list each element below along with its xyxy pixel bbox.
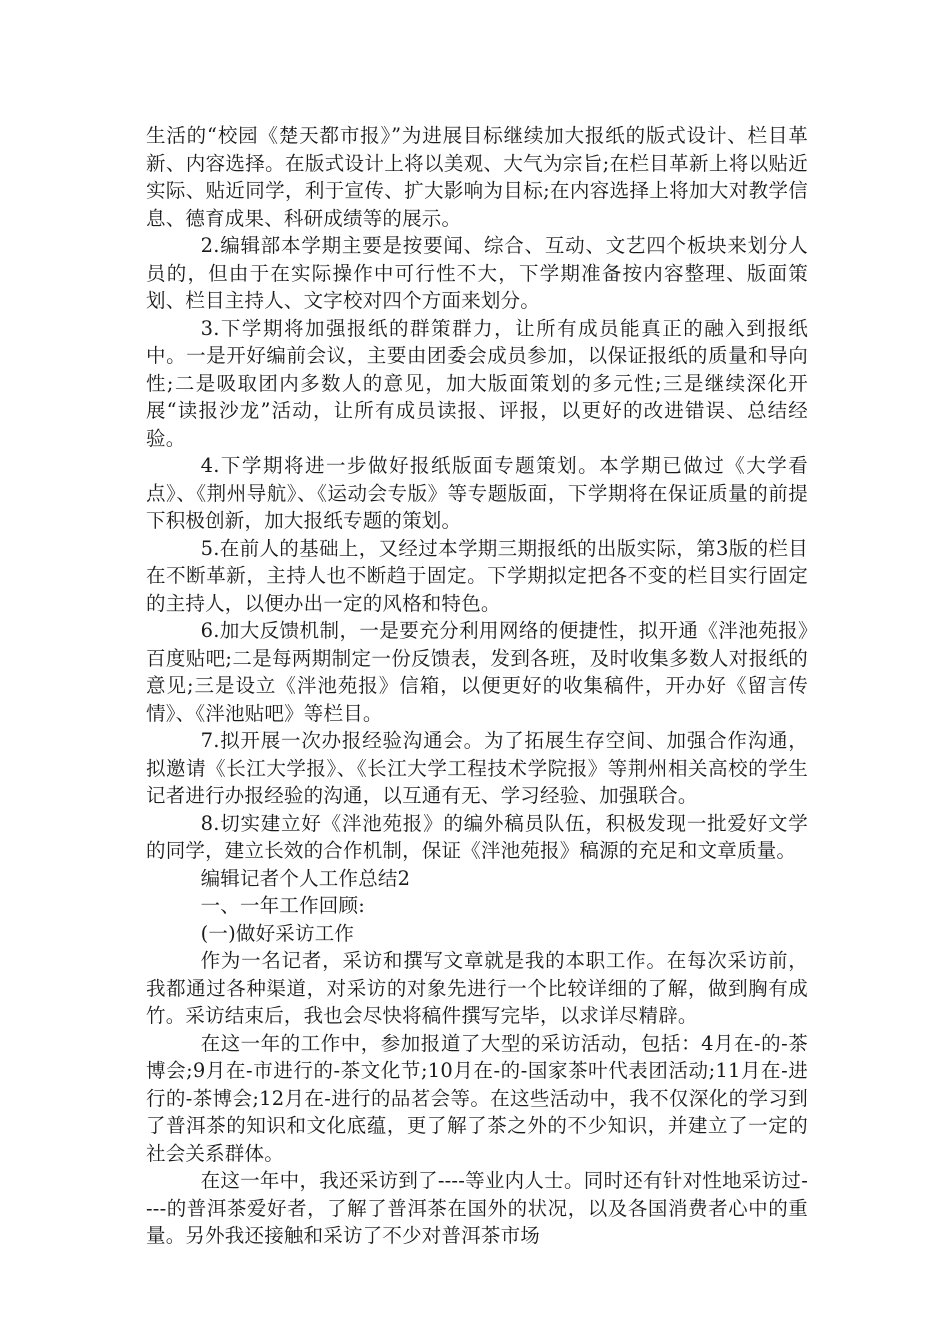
paragraph-item-4: 4.下学期将进一步做好报纸版面专题策划。本学期已做过《大学看点》、《荆州导航》、《运动会专版》等专题版面，下学期将在保证质量的前提下积极创新，加大报纸专题的策划。 [146,454,808,532]
paragraph-item-8: 8.切实建立好《泮池苑报》的编外稿员队伍，积极发现一批爱好文学的同学，建立长效的合作机制，保证《泮池苑报》稿源的充足和文章质量。 [146,811,808,862]
paragraph-events: 在这一年的工作中，参加报道了大型的采访活动，包括：4月在-的-茶博会;9月在-市进行的-茶文化节;10月在-的-国家茶叶代表团活动;11月在-进行的-茶博会;12月在-进行的品茗会等。在这些活动中，我不仅深化的学习到了普洱茶的知识和文化底蕴，更了解了茶之外的不少知识，并建立了一定的社会关系群体。 [146,1031,808,1165]
section-title: 编辑记者个人工作总结2 [200,866,411,890]
document-body [146,122,808,1250]
paragraph-reporter-duty: 作为一名记者，采访和撰写文章就是我的本职工作。在每次采访前，我都通过各种渠道，对采访的对象先进行一个比较详细的了解，做到胸有成竹。采访结束后，我也会尽快将稿件撰写完毕，以求详尽精辟。 [146,949,808,1027]
section-heading-review: 一、一年工作回顾: [200,894,365,917]
paragraph-item-7: 7.拟开展一次办报经验沟通会。为了拓展生存空间、加强合作沟通，拟邀请《长江大学报》、《长江大学工程技术学院报》等荆州相关高校的学生记者进行办报经验的沟通，以互通有无、学习经验、加强联合。 [146,729,808,807]
paragraph-item-5: 5.在前人的基础上，又经过本学期三期报纸的出版实际，第3版的栏目在不断革新，主持人也不断趋于固定。下学期拟定把各不变的栏目实行固定的主持人，以便办出一定的风格和特色。 [146,536,808,615]
paragraph-intro-continuation: 生活的“校园《楚天都市报》”为进展目标继续加大报纸的版式设计、栏目革新、内容选择。在版式设计上将以美观、大气为宗旨;在栏目革新上将以贴近实际、贴近同学，利于宣传、扩大影响为目标;在内容选择上将加大对教学信息、德育成果、科研成绩等的展示。 [146,124,808,230]
subsection-heading-interview: (一)做好采访工作 [200,921,355,945]
paragraph-item-3: 3.下学期将加强报纸的群策群力，让所有成员能真正的融入到报纸中。一是开好编前会议，主要由团委会成员参加，以保证报纸的质量和导向性;二是吸取团内多数人的意见，加大版面策划的多元性;三是继续深化开展“读报沙龙”活动，让所有成员读报、评报，以更好的改进错误、总结经验。 [146,316,808,450]
paragraph-item-6: 6.加大反馈机制，一是要充分利用网络的便捷性，拟开通《泮池苑报》百度贴吧;二是每两期制定一份反馈表，发到各班，及时收集多数人对报纸的意见;三是设立《泮池苑报》信箱，以便更好的收集稿件，开办好《留言传情》、《泮池贴吧》等栏目。 [146,619,808,725]
paragraph-item-2: 2.编辑部本学期主要是按要闻、综合、互动、文艺四个板块来划分人员的，但由于在实际操作中可行性不大，下学期准备按内容整理、版面策划、栏目主持人、文字校对四个方面来划分。 [146,234,808,312]
paragraph-interviews: 在这一年中，我还采访到了----等业内人士。同时还有针对性地采访过----的普洱茶爱好者，了解了普洱茶在国外的状况，以及各国消费者心中的重量。另外我还接触和采访了不少对普洱茶市场 [146,1169,808,1247]
